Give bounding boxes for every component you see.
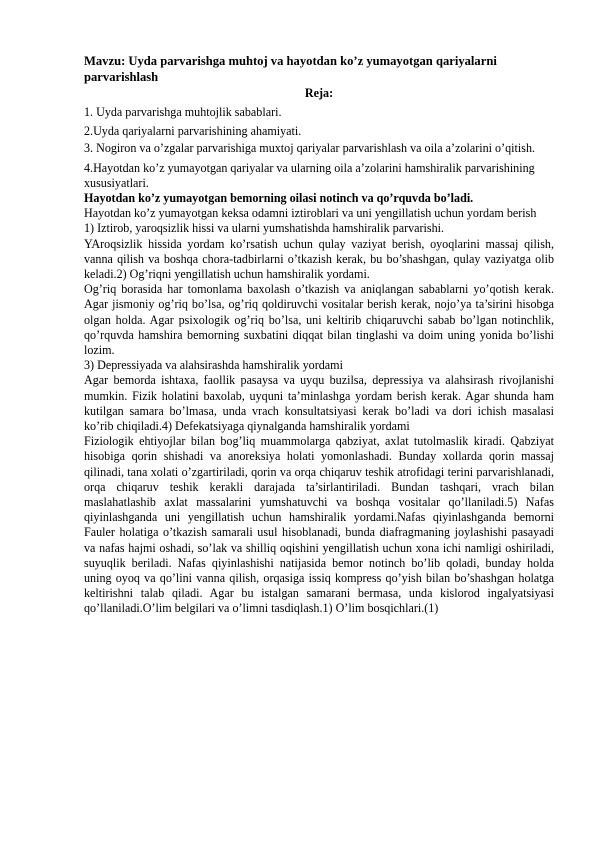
body-paragraph: 1) Iztirob, yaroqsizlik hissi va ularni yumshatishda hamshiralik parvarishi. <box>84 221 445 236</box>
document-page <box>84 53 554 617</box>
plan-item: 1. Uyda parvarishga muhtojlik sabablari. <box>84 105 282 119</box>
plan-list <box>84 103 554 191</box>
section-heading: Hayotdan ko’z yumayotgan bemorning oilasi notinch va qo’rquvda bo’ladi. <box>84 191 474 205</box>
body-paragraph: Fiziologik ehtiyojlar bilan bog’liq muammolarga qabziyat, axlat tutolmaslik kiradi. Qabziyat hisobiga qorin shishadi va anoreksiya holati yomonlashadi. Bunday xollarda qorin massaj qilinadi, tana xolati o’zgartiriladi, qorin va orqa chiqaruv teshik atrofidagi terini parvarishlanadi, orqa chiqaruv teshik kerakli darajada ta’sirlantiriladi. Bundan tashqari, vrach bilan maslahatlashib axlat massalarini yumshatuvchi va boshqa vositalar qo’llaniladi.5) Nafas qiyinlashganda uni yengillatish uchun hamshiralik yordami.Nafas qiyinlashganda bemorni Fauler holatiga o’tkazish samarali usul hisoblanadi, bunda diafragmaning joylashishi pasayadi va nafas hajmi oshadi, so’lak va shilliq oqishini yengillatish uchun xona ichi namligi oshiriladi, suyuqlik beriladi. Nafas qiyinlashishi natijasida bemor notinch bo’lib qoladi, bunday holda uning oyoq va qo’lini vanna qilish, orqasiga issiq kompress qo’yish bilan bo’shashgan holatga keltirishni talab qiladi. Agar bu istalgan samarani bermasa, unda kislorod ingalyatsiyasi qo’llaniladi.O’lim belgilari va o’limni tasdiqlash.1) O’lim bosqichlari.(1) <box>84 434 554 616</box>
body-paragraph: Og’riq borasida har tomonlama baxolash o’tkazish va aniqlangan sabablarni yo’qotish kerak. Agar jismoniy og’riq bo’lsa, og’riq qoldiruvchi vositalar berish kerak, nojo’ya ta’sirini hisobga olgan holda. Agar psixologik og’riq bo’lsa, uni keltirib chiqaruvchi sabab bo’lgan notinchlik, qo’rquvda hamshira bemorning suxbatini diqqat bilan tinglashi va doim uning yonida bo’lishi lozim. <box>84 282 554 358</box>
plan-item: 3. Nogiron va o’zgalar parvarishiga muxtoj qariyalar parvarishlash va oila a’zolarini o’qitish. <box>84 141 536 155</box>
plan-heading: Reja: <box>304 86 334 100</box>
plan-item: 2.Uyda qariyalarni parvarishining ahamiyati. <box>84 123 302 138</box>
body-paragraph: 3) Depressiyada va alahsirashda hamshiralik yordami <box>84 358 343 373</box>
document-title: Mavzu: Uyda parvarishga muhtoj va hayotdan ko’z yumayotgan qariyalarni parvarishlash <box>84 54 497 84</box>
body-paragraph: Agar bemorda ishtaxa, faollik pasaysa va uyqu buzilsa, depressiya va alahsirash rivojlanishi mumkin. Fizik holatini baxolab, uyquni ta’minlashga yordam berish kerak. Agar shunda ham kutilgan samara bo’lmasa, unda vrach konsultatsiyasi kerak bo’ladi va dori ichish masalasi ko’rib chiqiladi.4) Defekatsiyaga qiynalganda hamshiralik yordami <box>84 373 554 434</box>
body-paragraph: YAroqsizlik hissida yordam ko’rsatish uchun qulay vaziyat berish, oyoqlarini massaj qilish, vanna qilish va boshqa chora-tadbirlarni o’tkazish kerak, bu bo’shashgan, qulay vaziyatga olib keladi.2) Og’riqni yengillatish uchun hamshiralik yordami. <box>84 236 554 282</box>
plan-item: 4.Hayotdan ko’z yumayotgan qariyalar va ularning oila a’zolarini hamshiralik parvarishining xususiyatlari. <box>84 161 535 190</box>
body-paragraph: Hayotdan ko’z yumayotgan keksa odamni iztiroblari va uni yengillatish uchun yordam berish <box>84 206 537 221</box>
